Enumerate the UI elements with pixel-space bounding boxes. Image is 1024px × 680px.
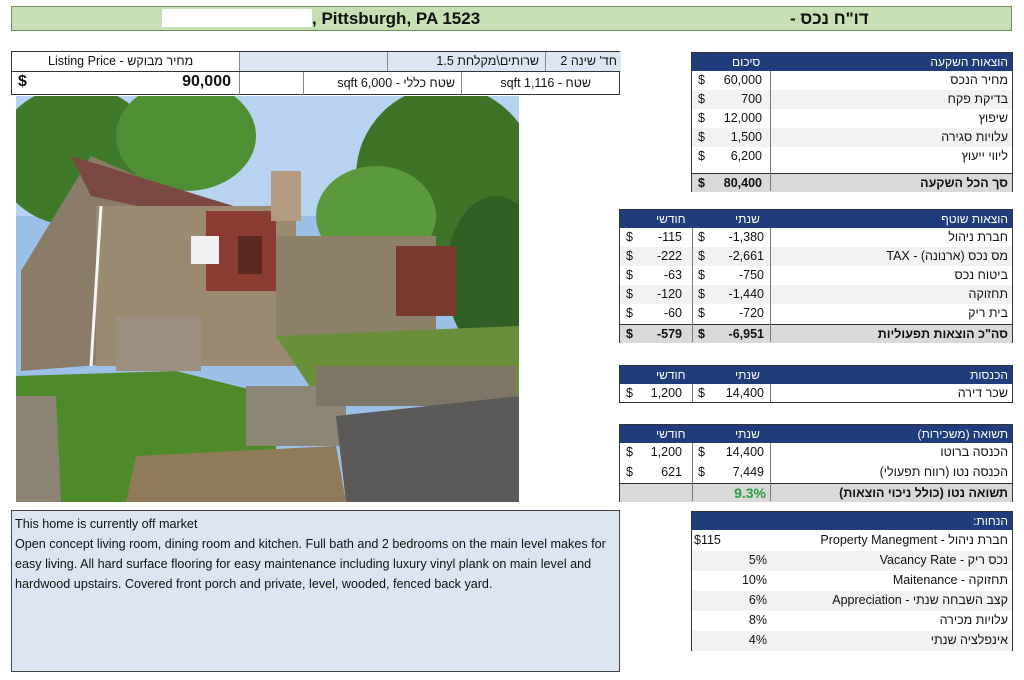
monthly-value: -60 [663,306,682,320]
table-row [620,285,1012,304]
row-value: 700 [741,92,762,106]
yearly-value: 7,449 [732,465,764,479]
yearly-value: -1,380 [728,230,764,244]
row-label: תחזוקה - Maitenance [892,573,1008,587]
row-label: תחזוקה [968,287,1008,301]
row-label: שכר דירה [957,386,1008,400]
operating-expenses-table [619,209,1013,343]
row-value: $115 [694,533,721,547]
empty-cell [240,52,388,71]
monthly-col-header: חודשי [656,368,686,382]
listing-price-cell [12,72,240,95]
net-return-value: 9.3% [734,485,766,501]
currency: $ [698,386,705,400]
row-label: אינפלציה שנתי [930,633,1008,647]
yearly-col-header: שנתי [735,427,760,441]
row-label: ליווי ייעוץ [961,149,1008,163]
column-divider [692,384,693,402]
total-yearly: -6,951 [728,327,764,341]
baths-cell [388,52,546,71]
currency: $ [626,230,633,244]
income-table [619,365,1013,403]
table-row [692,551,1012,571]
table-row [620,304,1012,323]
table-row [692,631,1012,651]
property-description [11,510,620,672]
currency: $ [626,268,633,282]
row-value: 4% [748,633,767,647]
returns-table [619,424,1013,502]
row-label: מס נכס (ארנונה) - TAX [886,249,1008,263]
row-label: מחיר הנכס [950,73,1008,87]
table-header [620,366,1012,384]
table-row [692,90,1012,109]
currency: $ [698,306,705,320]
row-label: עלויות מכירה [939,613,1008,627]
summary-col-header: סיכום [732,55,761,69]
table-header [692,53,1012,71]
currency: $ [698,327,705,341]
empty-cell [240,72,304,95]
table-header [620,210,1012,228]
report-title: דו"ח נכס - [790,9,869,28]
table-row [692,591,1012,611]
row-label: בדיקת פקח [947,92,1008,106]
redacted-street [162,9,312,27]
net-return-label: תשואה נטו (כולל ניכוי הוצאות) [839,486,1008,500]
total-row [620,324,1012,343]
beds-value: חד' שינה 2 [560,54,617,68]
column-divider [692,443,693,501]
row-label: חברת ניהול - Property Manegment [820,533,1008,547]
row-label: שיפוץ [978,111,1008,125]
column-divider [770,384,771,402]
row-value: 5% [748,553,767,567]
currency: $ [698,149,705,163]
report-title-bar [11,6,1012,31]
currency: $ [626,445,633,459]
listing-price-label: Listing Price - מחיר מבוקש [48,54,194,68]
row-label: הכנסה נטו (רווח תפעולי) [879,465,1008,479]
yearly-value: -720 [738,306,764,320]
table-header [692,512,1012,530]
lot-area-cell [304,72,462,95]
row-value: 12,000 [723,111,762,125]
monthly-value: 1,200 [650,386,682,400]
yearly-value: -2,661 [728,249,764,263]
row-value: 6,200 [730,149,762,163]
monthly-col-header: חודשי [656,212,686,226]
returns-title: תשואה (משכירות) [917,427,1008,441]
row-label: נכס ריק - Vacancy Rate [879,553,1008,567]
investment-costs-table [691,52,1013,192]
currency: $ [698,230,705,244]
row-label: הכנסה ברוטו [940,445,1008,459]
column-divider [770,443,771,501]
total-value: 80,400 [723,176,762,190]
baths-value: שרותים\מקלחת 1.5 [436,54,539,68]
total-row [692,173,1012,192]
yearly-col-header: שנתי [735,212,760,226]
monthly-value: -222 [656,249,682,263]
row-label: חברת ניהול [948,230,1008,244]
table-row [692,71,1012,90]
assumptions-table [691,511,1013,651]
table-row [692,109,1012,128]
row-value: 1,500 [730,130,762,144]
column-divider [770,71,771,191]
table-row [620,266,1012,285]
table-row [692,128,1012,147]
total-label: סה"כ הוצאות תפעוליות [877,327,1008,341]
currency: $ [698,287,705,301]
area-value: שטח - sqft 1,116 [500,76,591,90]
row-label: עלויות סגירה [941,130,1008,144]
table-row [692,611,1012,631]
currency: $ [698,445,705,459]
currency: $ [626,327,633,341]
market-status-text: This home is currently off market [15,517,198,531]
currency: $ [698,268,705,282]
yearly-value: -1,440 [728,287,764,301]
property-info-table [11,51,620,95]
total-label: סך הכל השקעה [920,176,1008,190]
table-row [620,384,1012,403]
currency: $ [626,386,633,400]
row-label: ביטוח נכס [954,268,1008,282]
row-value: 10% [741,573,767,587]
table-row [620,247,1012,266]
table-row [620,228,1012,247]
row-value: 6% [748,593,767,607]
income-title: הכנסות [970,368,1008,382]
monthly-value: -115 [657,230,682,244]
expenses-title: הוצאות שוטף [941,212,1008,226]
column-divider [770,228,771,342]
currency: $ [698,73,705,87]
currency: $ [698,92,705,106]
description-text: Open concept living room, dining room and kitchen. Full bath and 2 bedrooms on the main level makes for easy living. All hard surface flooring for easy maintenance including luxury vinyl plank on main level and hardwood upstairs. Covered front porch and private, level, wooded, fenced back yard. [15,537,606,591]
investment-title: הוצאות השקעה [930,55,1008,69]
monthly-col-header: חודשי [656,427,686,441]
currency: $ [626,465,633,479]
row-label: בית ריק [968,306,1008,320]
table-row [692,147,1012,166]
property-photo [16,96,519,502]
monthly-value: 621 [661,465,682,479]
listing-price-value: 90,000 [182,73,231,90]
row-value: 8% [748,613,767,627]
yearly-value: -750 [738,268,764,282]
property-address: , Pittsburgh, PA 1523 [162,9,480,29]
monthly-value: -120 [656,287,682,301]
row-label: קצב השבחה שנתי - Appreciation [832,593,1008,607]
table-header [620,425,1012,443]
table-row [620,443,1012,462]
currency: $ [698,249,705,263]
yearly-col-header: שנתי [735,368,760,382]
table-row [692,531,1012,551]
currency: $ [626,287,633,301]
monthly-value: -63 [663,268,682,282]
yearly-value: 14,400 [725,445,764,459]
yearly-value: 14,400 [725,386,764,400]
lot-area-value: שטח כללי - sqft 6,000 [337,76,455,90]
table-row [692,571,1012,591]
currency: $ [626,249,633,263]
currency: $ [698,130,705,144]
beds-cell [546,52,621,71]
currency: $ [698,465,705,479]
area-cell [462,72,621,95]
row-value: 60,000 [723,73,762,87]
total-monthly: -579 [656,327,682,341]
listing-price-label-cell [12,52,240,71]
assumptions-title: הנחות: [973,514,1008,528]
net-return-row [620,483,1012,502]
price-currency: $ [18,73,27,90]
currency: $ [698,111,705,125]
currency: $ [626,306,633,320]
table-row [620,463,1012,482]
monthly-value: 1,200 [650,445,682,459]
currency: $ [698,176,705,190]
column-divider [692,228,693,342]
